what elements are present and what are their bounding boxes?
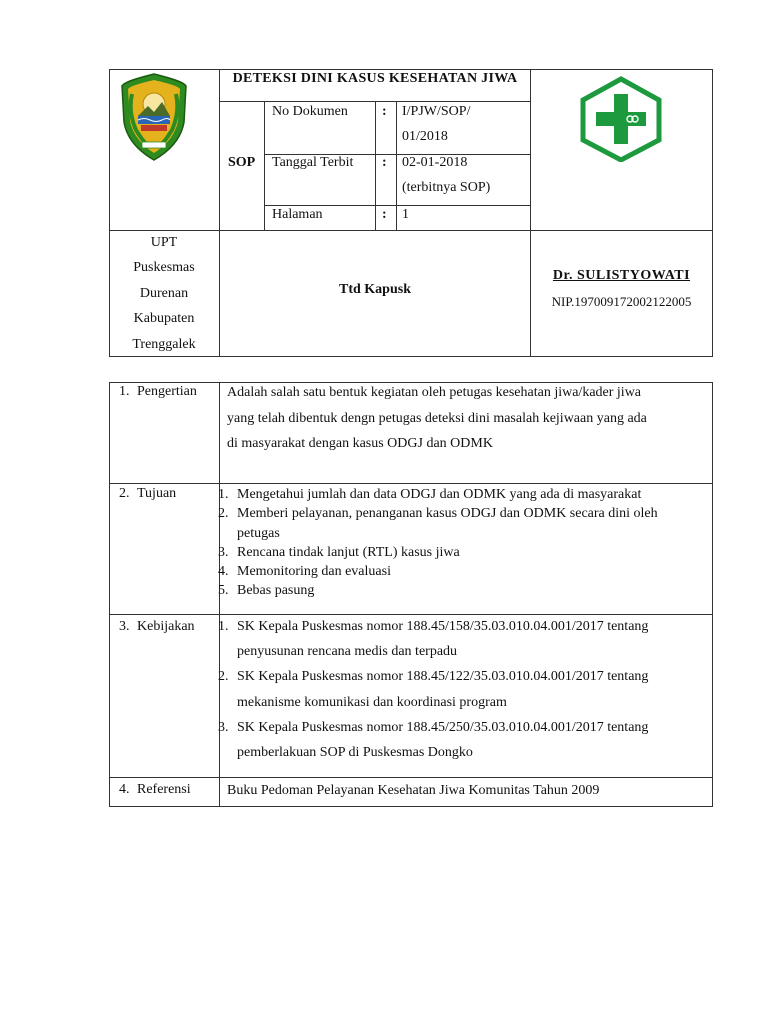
list-item-number: 1. (218, 487, 229, 502)
no-dokumen-value-2: 01/2018 (402, 129, 448, 144)
list-item (218, 614, 708, 664)
list-item-text: penyusunan rencana medis dan terpadu (237, 644, 458, 660)
document-title: DETEKSI DINI KASUS KESEHATAN JIWA (232, 71, 518, 86)
halaman-label: Halaman (272, 207, 323, 222)
referensi-text (227, 778, 707, 804)
list-item-number: 5. (218, 583, 229, 599)
institution-name (110, 230, 218, 357)
section-number: 2. (119, 486, 130, 501)
header-divider-3 (264, 101, 265, 231)
section-title: Kebijakan (137, 619, 195, 634)
list-item-text: mekanisme komunikasi dan koordinasi program (237, 694, 507, 710)
section-number: 1. (119, 384, 130, 399)
list-item (218, 504, 708, 543)
section-pengertian-label (119, 384, 197, 400)
tanggal-terbit-colon: : (382, 155, 387, 170)
list-item-text: Memonitoring dan evaluasi (237, 564, 391, 580)
institution-line-2: Puskesmas (133, 260, 195, 276)
institution-line-1: UPT (150, 235, 178, 250)
list-item-text: SK Kepala Puskesmas nomor 188.45/250/35.03.010.04.001/2017 tentang (237, 719, 649, 735)
content-row-line-1 (109, 483, 713, 484)
header-divider-2 (530, 69, 531, 357)
no-dokumen-value-1: I/PJW/SOP/ (402, 104, 471, 119)
list-item-number: 2. (218, 506, 229, 522)
section-tujuan-label (119, 486, 176, 502)
puskesmas-logo-icon (579, 76, 663, 162)
section-referensi-label (119, 782, 191, 798)
tanggal-terbit-value-1: 02-01-2018 (402, 155, 468, 170)
tanggal-terbit-label: Tanggal Terbit (272, 155, 354, 170)
header-divider-5 (396, 101, 397, 231)
institution-line-3: Durenan (139, 285, 189, 301)
list-item-number: 2. (218, 669, 229, 685)
list-item-text: SK Kepala Puskesmas nomor 188.45/158/35.03.010.04.001/2017 tentang (237, 619, 649, 634)
header-divider-4 (375, 101, 376, 231)
header-divider-1 (219, 69, 220, 357)
header-row-line-1 (219, 101, 530, 102)
head-name: Dr. SULISTYOWATI (552, 268, 691, 283)
list-item-number: 3. (218, 544, 229, 560)
list-item-text: Memberi pelayanan, penanganan kasus ODGJ dan ODMK secara dini oleh (237, 506, 658, 522)
kebijakan-list (218, 614, 708, 765)
list-item-text: pemberlakuan SOP di Puskesmas Dongko (237, 745, 473, 761)
section-number: 4. (119, 782, 130, 797)
referensi-line-1: Buku Pedoman Pelayanan Kesehatan Jiwa Komunitas Tahun 2009 (227, 783, 600, 798)
list-item-number: 4. (218, 564, 229, 580)
tanggal-terbit-value-2: (terbitnya SOP) (402, 180, 491, 195)
signature-placeholder: Ttd Kapusk (339, 282, 411, 297)
list-item (218, 715, 708, 765)
pengertian-line-3: di masyarakat dengan kasus ODGJ dan ODMK (227, 436, 493, 451)
list-item (218, 543, 708, 562)
section-title: Pengertian (137, 384, 197, 399)
list-item-text: Mengetahui jumlah dan data ODGJ dan ODMK yang ada di masyarakat (237, 487, 642, 502)
list-item-text: Rencana tindak lanjut (RTL) kasus jiwa (237, 544, 460, 560)
tujuan-list (218, 485, 708, 601)
list-item (218, 664, 708, 714)
list-item (218, 581, 708, 600)
section-number: 3. (119, 619, 130, 634)
head-nip: NIP.197009172002122005 (551, 294, 692, 309)
halaman-colon: : (382, 207, 387, 222)
section-title: Tujuan (137, 486, 177, 501)
list-item (218, 562, 708, 581)
no-dokumen-colon: : (382, 104, 387, 119)
list-item (218, 485, 708, 504)
pengertian-text (227, 380, 707, 457)
halaman-value: 1 (402, 207, 409, 222)
trenggalek-emblem-icon (118, 72, 190, 162)
sop-label: SOP (228, 155, 256, 170)
list-item-number: 1. (218, 619, 229, 634)
section-kebijakan-label (119, 619, 195, 635)
list-item-number: 3. (218, 719, 229, 735)
pengertian-line-2: yang telah dibentuk dengn petugas deteksi dini masalah kejiwaan yang ada (227, 410, 647, 426)
list-item-text: Bebas pasung (237, 583, 315, 599)
header-row-line-3 (264, 205, 530, 206)
section-title: Referensi (137, 782, 191, 797)
list-item-text: petugas (237, 525, 280, 541)
no-dokumen-label: No Dokumen (272, 104, 348, 119)
institution-line-4: Kabupaten (133, 311, 195, 327)
institution-line-5: Trenggalek (132, 336, 196, 352)
pengertian-line-1: Adalah salah satu bentuk kegiatan oleh petugas kesehatan jiwa/kader jiwa (227, 385, 642, 400)
list-item-text: SK Kepala Puskesmas nomor 188.45/122/35.03.010.04.001/2017 tentang (237, 669, 649, 685)
